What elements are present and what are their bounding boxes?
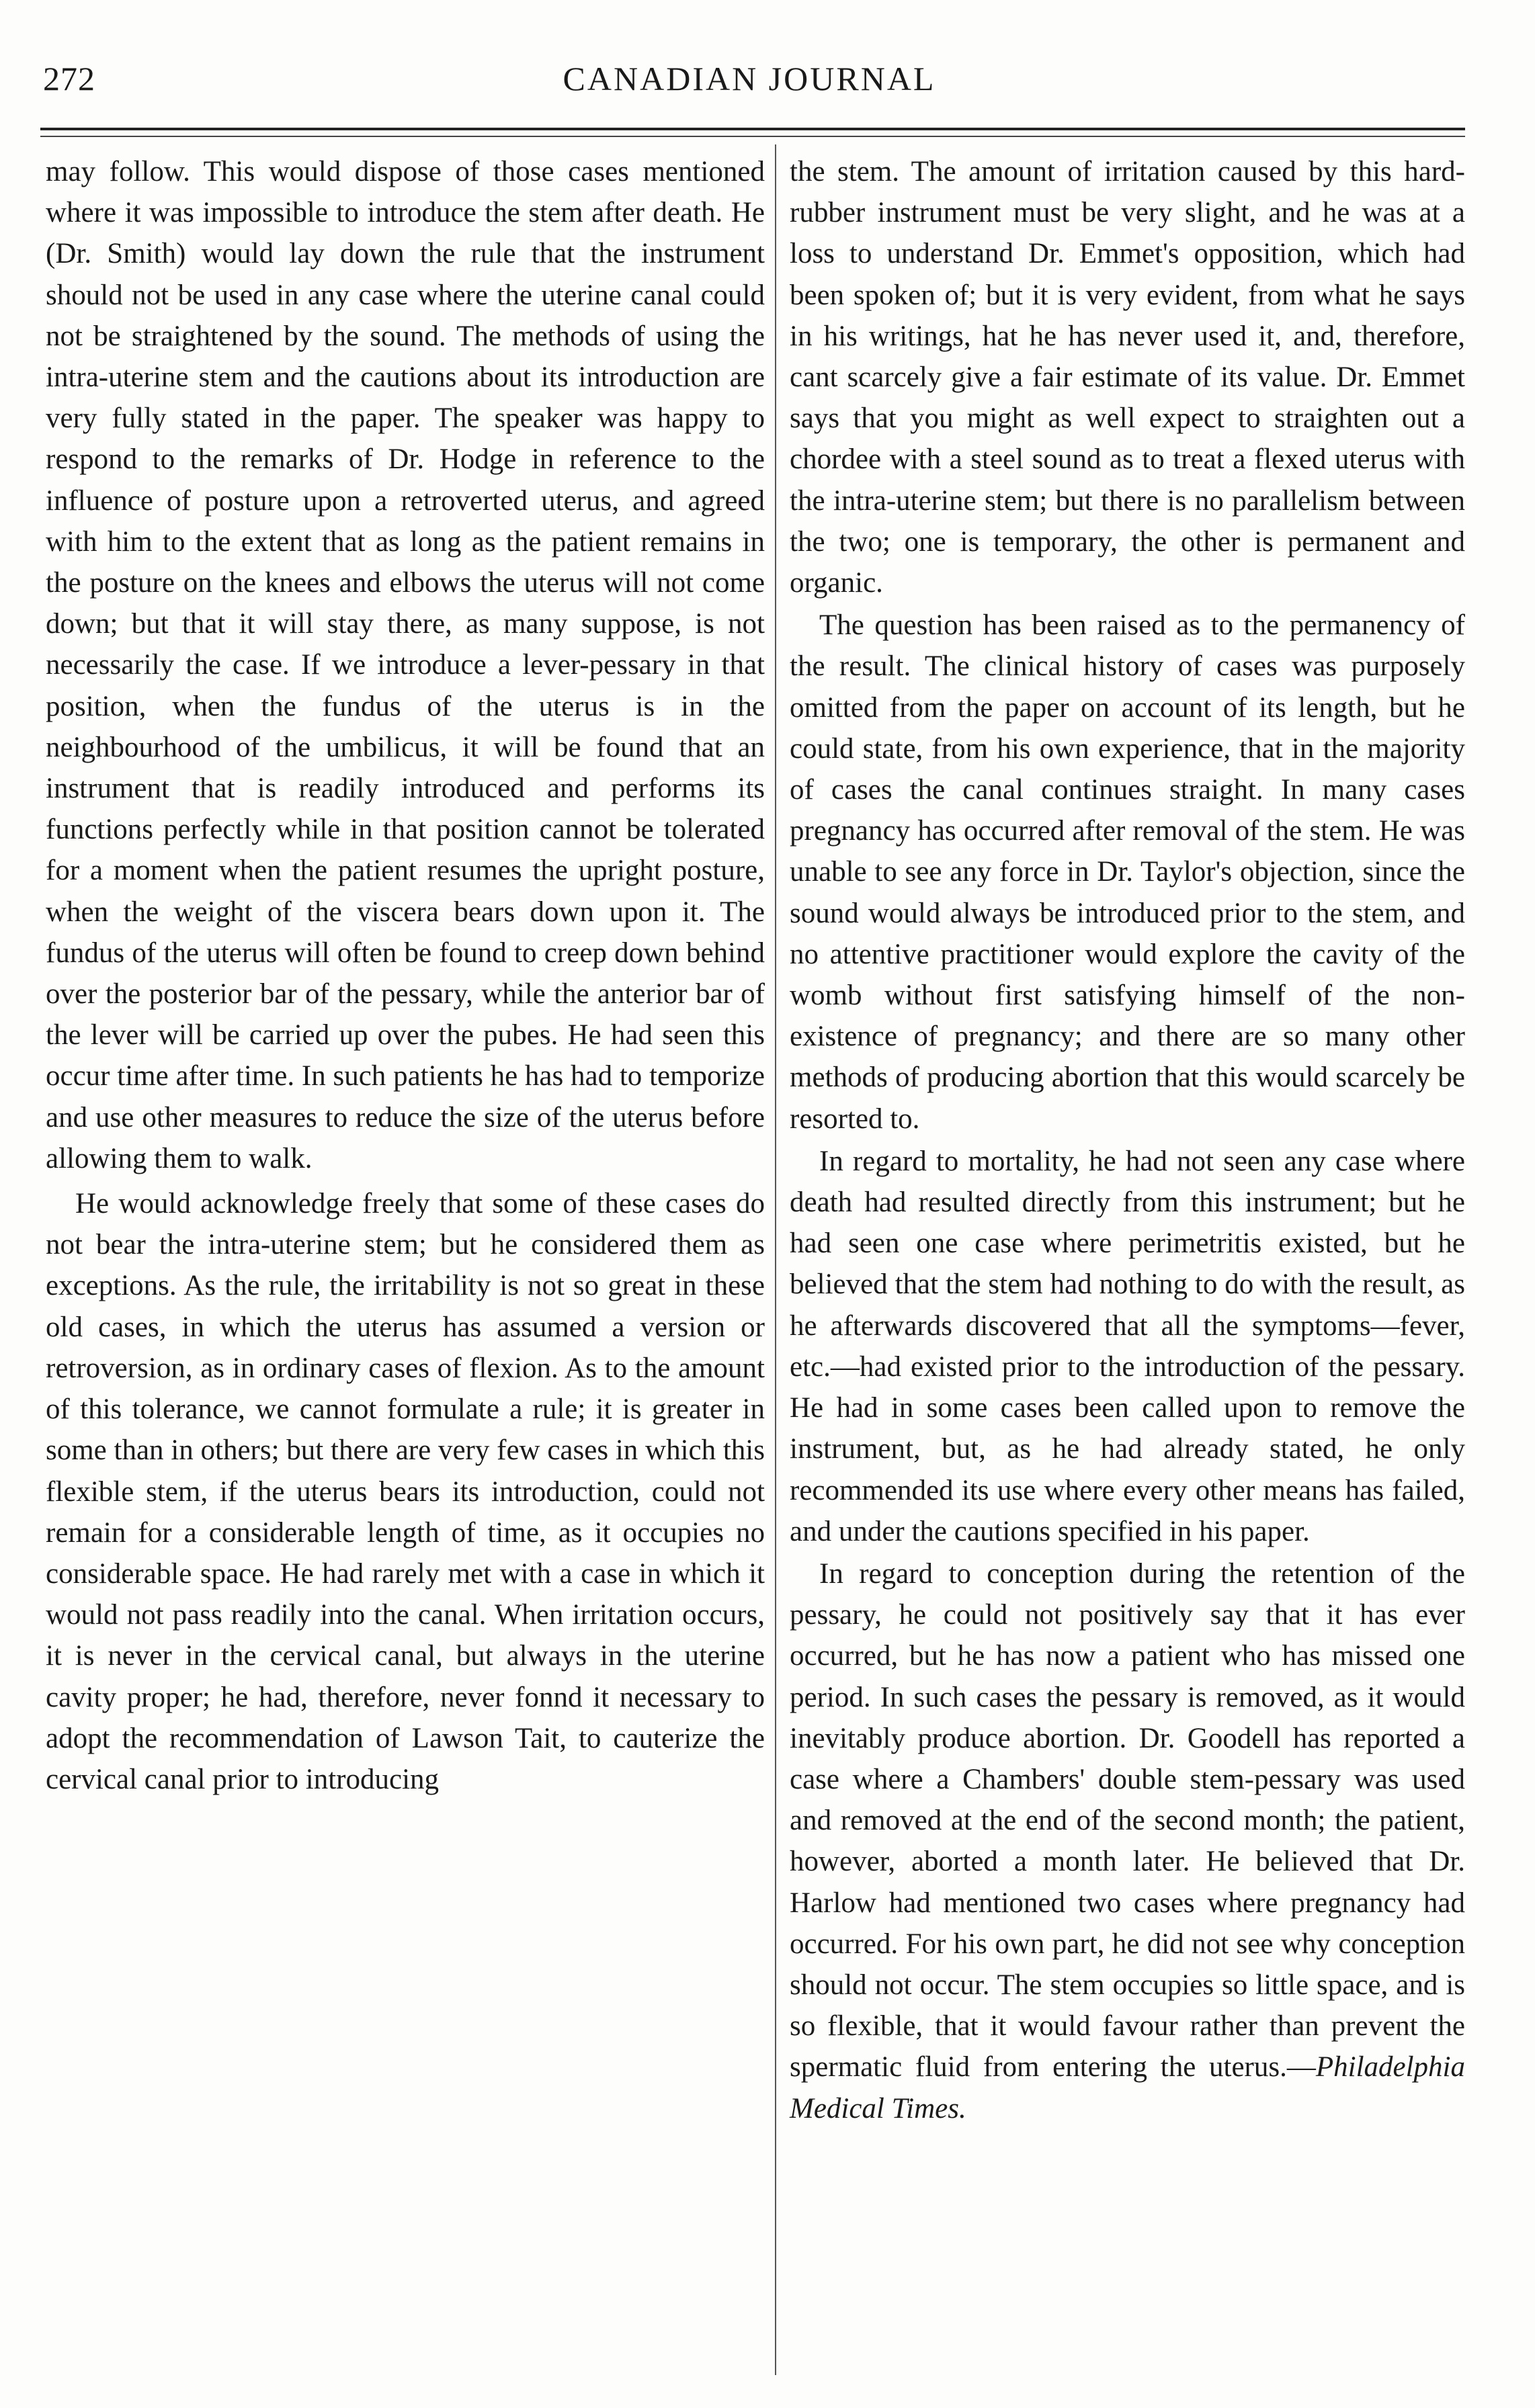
header-rule-thin <box>40 136 1465 137</box>
left-column <box>46 151 765 1800</box>
column-divider <box>775 144 776 2375</box>
page-header <box>40 59 1458 113</box>
left-paragraph-1: may follow. This would dispose of those cases mentioned where it was impossible to introduce the stem after death. He (Dr. Smith) would lay down the rule that the instrument should not be used in any case where the uterine canal could not be straightened by the sound. The methods of using the intra-uterine stem and the cautions about its introduction are very fully stated in the paper. The speaker was happy to respond to the remarks of Dr. Hodge in reference to the influence of posture upon a retroverted uterus, and agreed with him to the extent that as long as the patient remains in the posture on the knees and elbows the uterus will not come down; but that it will stay there, as many suppose, is not necessarily the case. If we introduce a lever-pessary in that position, when the fundus of the uterus is in the neighbourhood of the umbilicus, it will be found that an instrument that is readily introduced and performs its functions perfectly while in that position cannot be tolerated for a moment when the patient resumes the upright posture, when the weight of the viscera bears down upon it. The fundus of the uterus will often be found to creep down behind over the posterior bar of the pessary, while the anterior bar of the lever will be carried up over the pubes. He had seen this occur time after time. In such patients he has had to temporize and use other measures to reduce the size of the uterus before allowing them to walk. <box>46 156 765 1174</box>
page-number: 272 <box>43 60 95 97</box>
source-citation: Philadelphia Medical Times. <box>790 2051 1465 2124</box>
right-paragraph-4-text: In regard to conception during the retention of the pessary, he could not positively say that it has ever occurred, but he has now a patient who has missed one period. In such cases the pessary is removed, as it would inevitably produce abortion. Dr. Goodell has reported a case where a Chambers' double stem-pessary was used and removed at the end of the second month; the patient, however, aborted a month later. He believed that Dr. Harlow had mentioned two cases where pregnancy had occurred. For his own part, he did not see why conception should not occur. The stem occupies so little space, and is so flexible, that it would favour rather than prevent the spermatic fluid from entering the uterus.— <box>790 1557 1465 2083</box>
right-paragraph-2: The question has been raised as to the permanency of the result. The clinical history of cases was purposely omitted from the paper on account of its length, but he could state, from his own experience, that in the majority of cases the canal continues straight. In many cases pregnancy has occurred after removal of the stem. He was unable to see any force in Dr. Taylor's objection, since the sound would always be introduced prior to the stem, and no attentive practitioner would explore the cavity of the womb without first satisfying himself of the non-existence of pregnancy; and there are so many other methods of producing abortion that this would scarcely be resorted to. <box>790 609 1465 1135</box>
right-paragraph-3: In regard to mortality, he had not seen any case where death had resulted directly from this instrument; but he had seen one case where perimetritis existed, but he believed that the stem had nothing to do with the result, as he afterwards discovered that all the symptoms—fever, etc.—had existed prior to the introduction of the pessary. He had in some cases been called upon to remove the instrument, but, as he had already stated, he only recommended its use where every other means has failed, and under the cautions specified in his paper. <box>790 1145 1465 1547</box>
header-rule <box>40 128 1465 130</box>
journal-title: CANADIAN JOURNAL <box>563 60 936 97</box>
right-paragraph-4 <box>790 1553 1465 2129</box>
right-paragraph-1: the stem. The amount of irritation caused by this hard-rubber instrument must be very slight, and he was at a loss to understand Dr. Emmet's opposition, which had been spoken of; but it is very evident, from what he says in his writings, hat he has never used it, and, therefore, cant scarcely give a fair estimate of its value. Dr. Emmet says that you might as well expect to straighten out a chordee with a steel sound as to treat a flexed uterus with the intra-uterine stem; but there is no parallelism between the two; one is temporary, the other is permanent and organic. <box>790 156 1465 599</box>
right-column <box>790 151 1465 2129</box>
left-paragraph-2: He would acknowledge freely that some of these cases do not bear the intra-uterine stem; but he considered them as exceptions. As the rule, the irritability is not so great in these old cases, in which the uterus has assumed a version or retroversion, as in ordinary cases of flexion. As to the amount of this tolerance, we cannot formulate a rule; it is greater in some than in others; but there are very few cases in which this flexible stem, if the uterus bears its introduction, could not remain for a considerable length of time, as it occupies no considerable space. He had rarely met with a case in which it would not pass readily into the canal. When irritation occurs, it is never in the cervical canal, but always in the uterine cavity proper; he had, therefore, never fonnd it necessary to adopt the recommendation of Lawson Tait, to cauterize the cervical canal prior to introducing <box>46 1188 765 1795</box>
